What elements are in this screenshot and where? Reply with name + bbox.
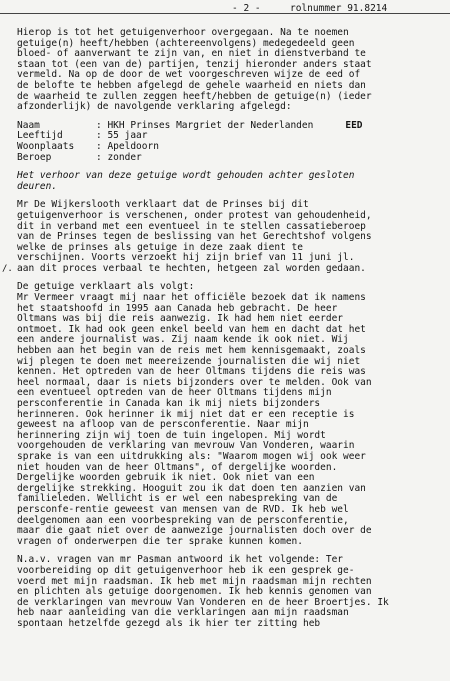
witness-details [17, 121, 447, 163]
text-line: sprake is van een uitdrukking als: "Waarom mogen wij ook weer [17, 450, 366, 462]
answer-paragraph [17, 555, 447, 629]
roll-number: rolnummer 91.8214 [290, 3, 388, 14]
text-line [2, 262, 447, 275]
text-line: ontmoet. Ik had ook geen enkel beeld van hem en dacht dat het [17, 323, 366, 335]
text-line: deelgenomen aan een voorbespreking van de persconferentie, [17, 514, 349, 526]
header-divider [0, 13, 450, 14]
text-line: familieleden. Wellicht is er wel een nabespreking van de [17, 493, 338, 505]
text-line: persconfe-rentie geweest van mensen van de RVD. Ik heb wel [17, 503, 349, 515]
text-line: Het verhoor van deze getuige wordt gehouden achter gesloten [17, 170, 355, 182]
text-line: Hierop is tot het getuigenverhoor overgegaan. Na te noemen [17, 27, 349, 38]
text-line-content: aan dit proces verbaal te hechten, hetgeen zal worden gedaan. [17, 262, 366, 274]
text-line: wij plegen te doen met meereizende journalisten die wij niet [17, 355, 361, 367]
text-line: getuigenverhoor is verschenen, onder protest van gehoudenheid, [17, 209, 372, 221]
text-line: verschijnen. Voorts verzoekt hij zijn brief van 11 juni jl. [17, 252, 355, 264]
text-line: de belofte te hebben afgelegd de gehele waarheid en niets dan [17, 79, 366, 91]
text-line: Oltmans was bij die reis aanwezig. Ik had hem niet eerder [17, 313, 344, 325]
text-line: herinneren. Ook herinner ik mij niet dat er een receptie is [17, 408, 355, 420]
text-line: dit in verband met een eventueel in te stellen cassatieberoep [17, 220, 366, 232]
text-line: kennen. Het optreden van de heer Oltmans tijdens die reis was [17, 366, 366, 378]
text-line: persconferentie in Canada kan ik mij niets bijzonders [17, 398, 321, 409]
text-line: bloed- of aanverwant te zijn van, en niet in dienstverband te [17, 48, 366, 60]
document-body [2, 27, 447, 629]
witness-residence-row [17, 142, 447, 153]
name-value: : HKH Prinses Margriet der Nederlanden [96, 119, 314, 131]
text-line: Mr Vermeer vraagt mij naar het officiële bezoek dat ik namens [17, 292, 366, 304]
text-line: Dergelijke woorden gebruik ik niet. Ook niet van een [17, 472, 315, 484]
text-line: staan tot (een van de) partijen, tenzij hieronder anders staat [17, 58, 372, 70]
text-line: vermeld. Na op de door de wet voorgeschreven wijze de eed of [17, 69, 361, 81]
text-line: herinnering zijn wij toen de tuin ingelopen. Mij wordt [17, 429, 326, 441]
text-line: voorgehouden de verklaring van mevrouw Van Vonderen, waarin [17, 440, 355, 452]
text-line: heel normaal, daar is niets bijzonders over te melden. Ook van [17, 376, 372, 388]
text-line: getuige(n) heeft/hebben (achtereenvolgens) medegedeeld geen [17, 37, 355, 49]
text-line: dergelijke strekking. Hooguit zou ik dat doen ten aanzien van [17, 482, 366, 494]
text-line: welke de prinses als getuige in deze zaak dient te [17, 241, 303, 253]
residence-label: Woonplaats [17, 140, 75, 152]
margin-mark: /. [2, 263, 13, 274]
text-line: de waarheid te zullen zeggen heeft/hebben de getuige(n) (ieder [17, 90, 372, 102]
text-line: van de Prinses tegen de beslissing van het Gerechtshof volgens [17, 231, 372, 243]
age-value: : 55 jaar [96, 130, 148, 142]
text-line: de verklaringen van mevrouw Van Vonderen en de heer Broertjes. Ik [17, 596, 389, 608]
text-line: Mr De Wijkerslooth verklaart dat de Prinses bij dit [17, 199, 309, 211]
text-line: voerd met mijn raadsman. Ik heb met mijn raadsman mijn rechten [17, 575, 372, 587]
witness-occupation-row [17, 153, 447, 164]
text-line: niet houden van de heer Oltmans", of dergelijke woorden. [17, 461, 338, 473]
witness-age-row [17, 131, 447, 142]
intro-paragraph [17, 28, 447, 113]
text-line: voorbereiding op dit getuigenverhoor heb ik een gesprek ge- [17, 564, 355, 576]
text-line: het staatshoofd in 1995 aan Canada heb gebracht. De heer [17, 302, 338, 314]
text-line: en plichten als getuige doorgenomen. Ik heb kennis genomen van [17, 586, 372, 598]
text-line: deuren. [17, 180, 58, 192]
text-line: afzonderlijk) de navolgende verklaring afgelegd: [17, 101, 292, 113]
closed-doors-notice [17, 171, 447, 192]
text-line: heb naar aanleiding van die verklaringen aan mijn raadsman [17, 607, 349, 619]
oath-marker: EED [345, 119, 363, 131]
text-line: hebben aan het begin van de reis met hem kennisgemaakt, zoals [17, 345, 366, 357]
text-line: De getuige verklaart als volgt: [17, 281, 195, 293]
witness-name-row [17, 121, 447, 132]
occupation-label: Beroep [17, 151, 52, 163]
text-line: N.a.v. vragen van mr Pasman antwoord ik het volgende: Ter [17, 554, 344, 566]
text-line: geweest na afloop van de persconferentie. Naar mijn [17, 419, 309, 431]
text-line: een eventueel optreden van de heer Oltmans tijdens mijn [17, 387, 332, 399]
text-line: een andere journalist was. Zij naam kende ik ook niet. Wij [17, 334, 349, 346]
residence-value: : Apeldoorn [96, 140, 159, 152]
statement-paragraph [17, 282, 447, 547]
age-label: Leeftijd [17, 130, 63, 142]
text-line: vragen of onderwerpen die ter sprake kunnen komen. [17, 535, 303, 547]
occupation-value: : zonder [96, 151, 142, 163]
protest-paragraph [2, 199, 447, 274]
name-label: Naam [17, 119, 40, 131]
page-number: - 2 - [232, 3, 261, 14]
text-line: spontaan hetzelfde gezegd als ik hier ter zitting heb [17, 617, 321, 629]
text-line: maar die gaat niet over de aanwezige journalisten doch over de [17, 525, 372, 537]
